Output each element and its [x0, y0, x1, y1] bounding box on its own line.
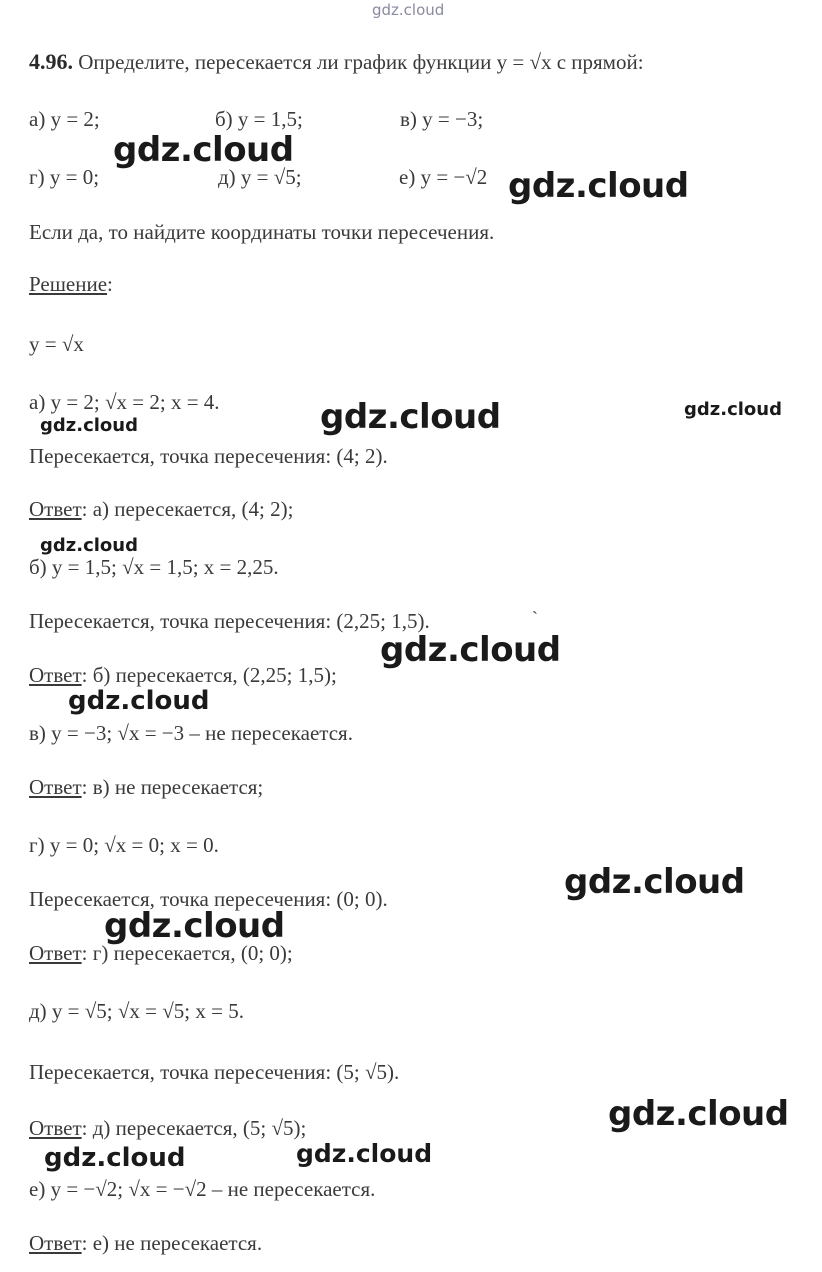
watermark: gdz.cloud: [44, 1143, 186, 1173]
problem-number: 4.96.: [29, 49, 73, 74]
option-d: д) y = √5;: [218, 165, 302, 189]
solution-function: y = √x: [29, 332, 84, 356]
watermark: gdz.cloud: [296, 1139, 433, 1168]
option-g: г) y = 0;: [29, 165, 100, 189]
step-a-answer: Ответ: а) пересекается, (4; 2);: [29, 497, 294, 521]
step-v-answer: Ответ: в) не пересекается;: [29, 775, 264, 799]
solution-heading: Решение:: [29, 272, 113, 296]
option-a: а) y = 2;: [29, 107, 100, 131]
step-g-calc: г) y = 0; √x = 0; x = 0.: [29, 833, 219, 857]
option-e: е) y = −√2: [399, 165, 488, 189]
watermark: gdz.cloud: [564, 862, 745, 902]
problem-question: Если да, то найдите координаты точки пересечения.: [29, 220, 495, 244]
watermark: gdz.cloud: [380, 630, 561, 670]
watermark: gdz.cloud: [113, 130, 294, 170]
watermark: gdz.cloud: [104, 906, 285, 946]
watermark: gdz.cloud: [608, 1094, 789, 1134]
watermark: gdz.cloud: [508, 166, 689, 206]
watermark: gdz.cloud: [68, 686, 210, 716]
step-e-calc: е) y = −√2; √x = −√2 – не пересекается.: [29, 1177, 376, 1201]
step-b-calc: б) y = 1,5; √x = 1,5; x = 2,25.: [29, 555, 279, 579]
problem-text: Определите, пересекается ли график функции y = √x с прямой:: [78, 50, 644, 74]
step-v-calc: в) y = −3; √x = −3 – не пересекается.: [29, 721, 353, 745]
step-d-result: Пересекается, точка пересечения: (5; √5).: [29, 1060, 400, 1084]
problem-statement: [29, 51, 644, 73]
step-g-result: Пересекается, точка пересечения: (0; 0).: [29, 887, 388, 911]
step-d-answer: Ответ: д) пересекается, (5; √5);: [29, 1116, 307, 1140]
watermark: gdz.cloud: [320, 397, 501, 437]
step-a-calc: а) y = 2; √x = 2; x = 4.: [29, 390, 220, 414]
watermark: gdz.cloud: [40, 535, 138, 556]
step-d-calc: д) y = √5; √x = √5; x = 5.: [29, 999, 244, 1023]
watermark: gdz.cloud: [684, 399, 782, 420]
site-label: gdz.cloud: [372, 1, 445, 19]
option-b: б) y = 1,5;: [215, 107, 303, 131]
step-e-answer: Ответ: е) не пересекается.: [29, 1231, 263, 1255]
step-b-answer: Ответ: б) пересекается, (2,25; 1,5);: [29, 663, 337, 687]
option-v: в) y = −3;: [400, 107, 484, 131]
stray-mark: ˋ: [532, 608, 538, 628]
watermark: gdz.cloud: [40, 415, 138, 436]
step-g-answer: Ответ: г) пересекается, (0; 0);: [29, 941, 293, 965]
step-a-result: Пересекается, точка пересечения: (4; 2).: [29, 444, 388, 468]
step-b-result: Пересекается, точка пересечения: (2,25; 1,5).: [29, 609, 430, 633]
